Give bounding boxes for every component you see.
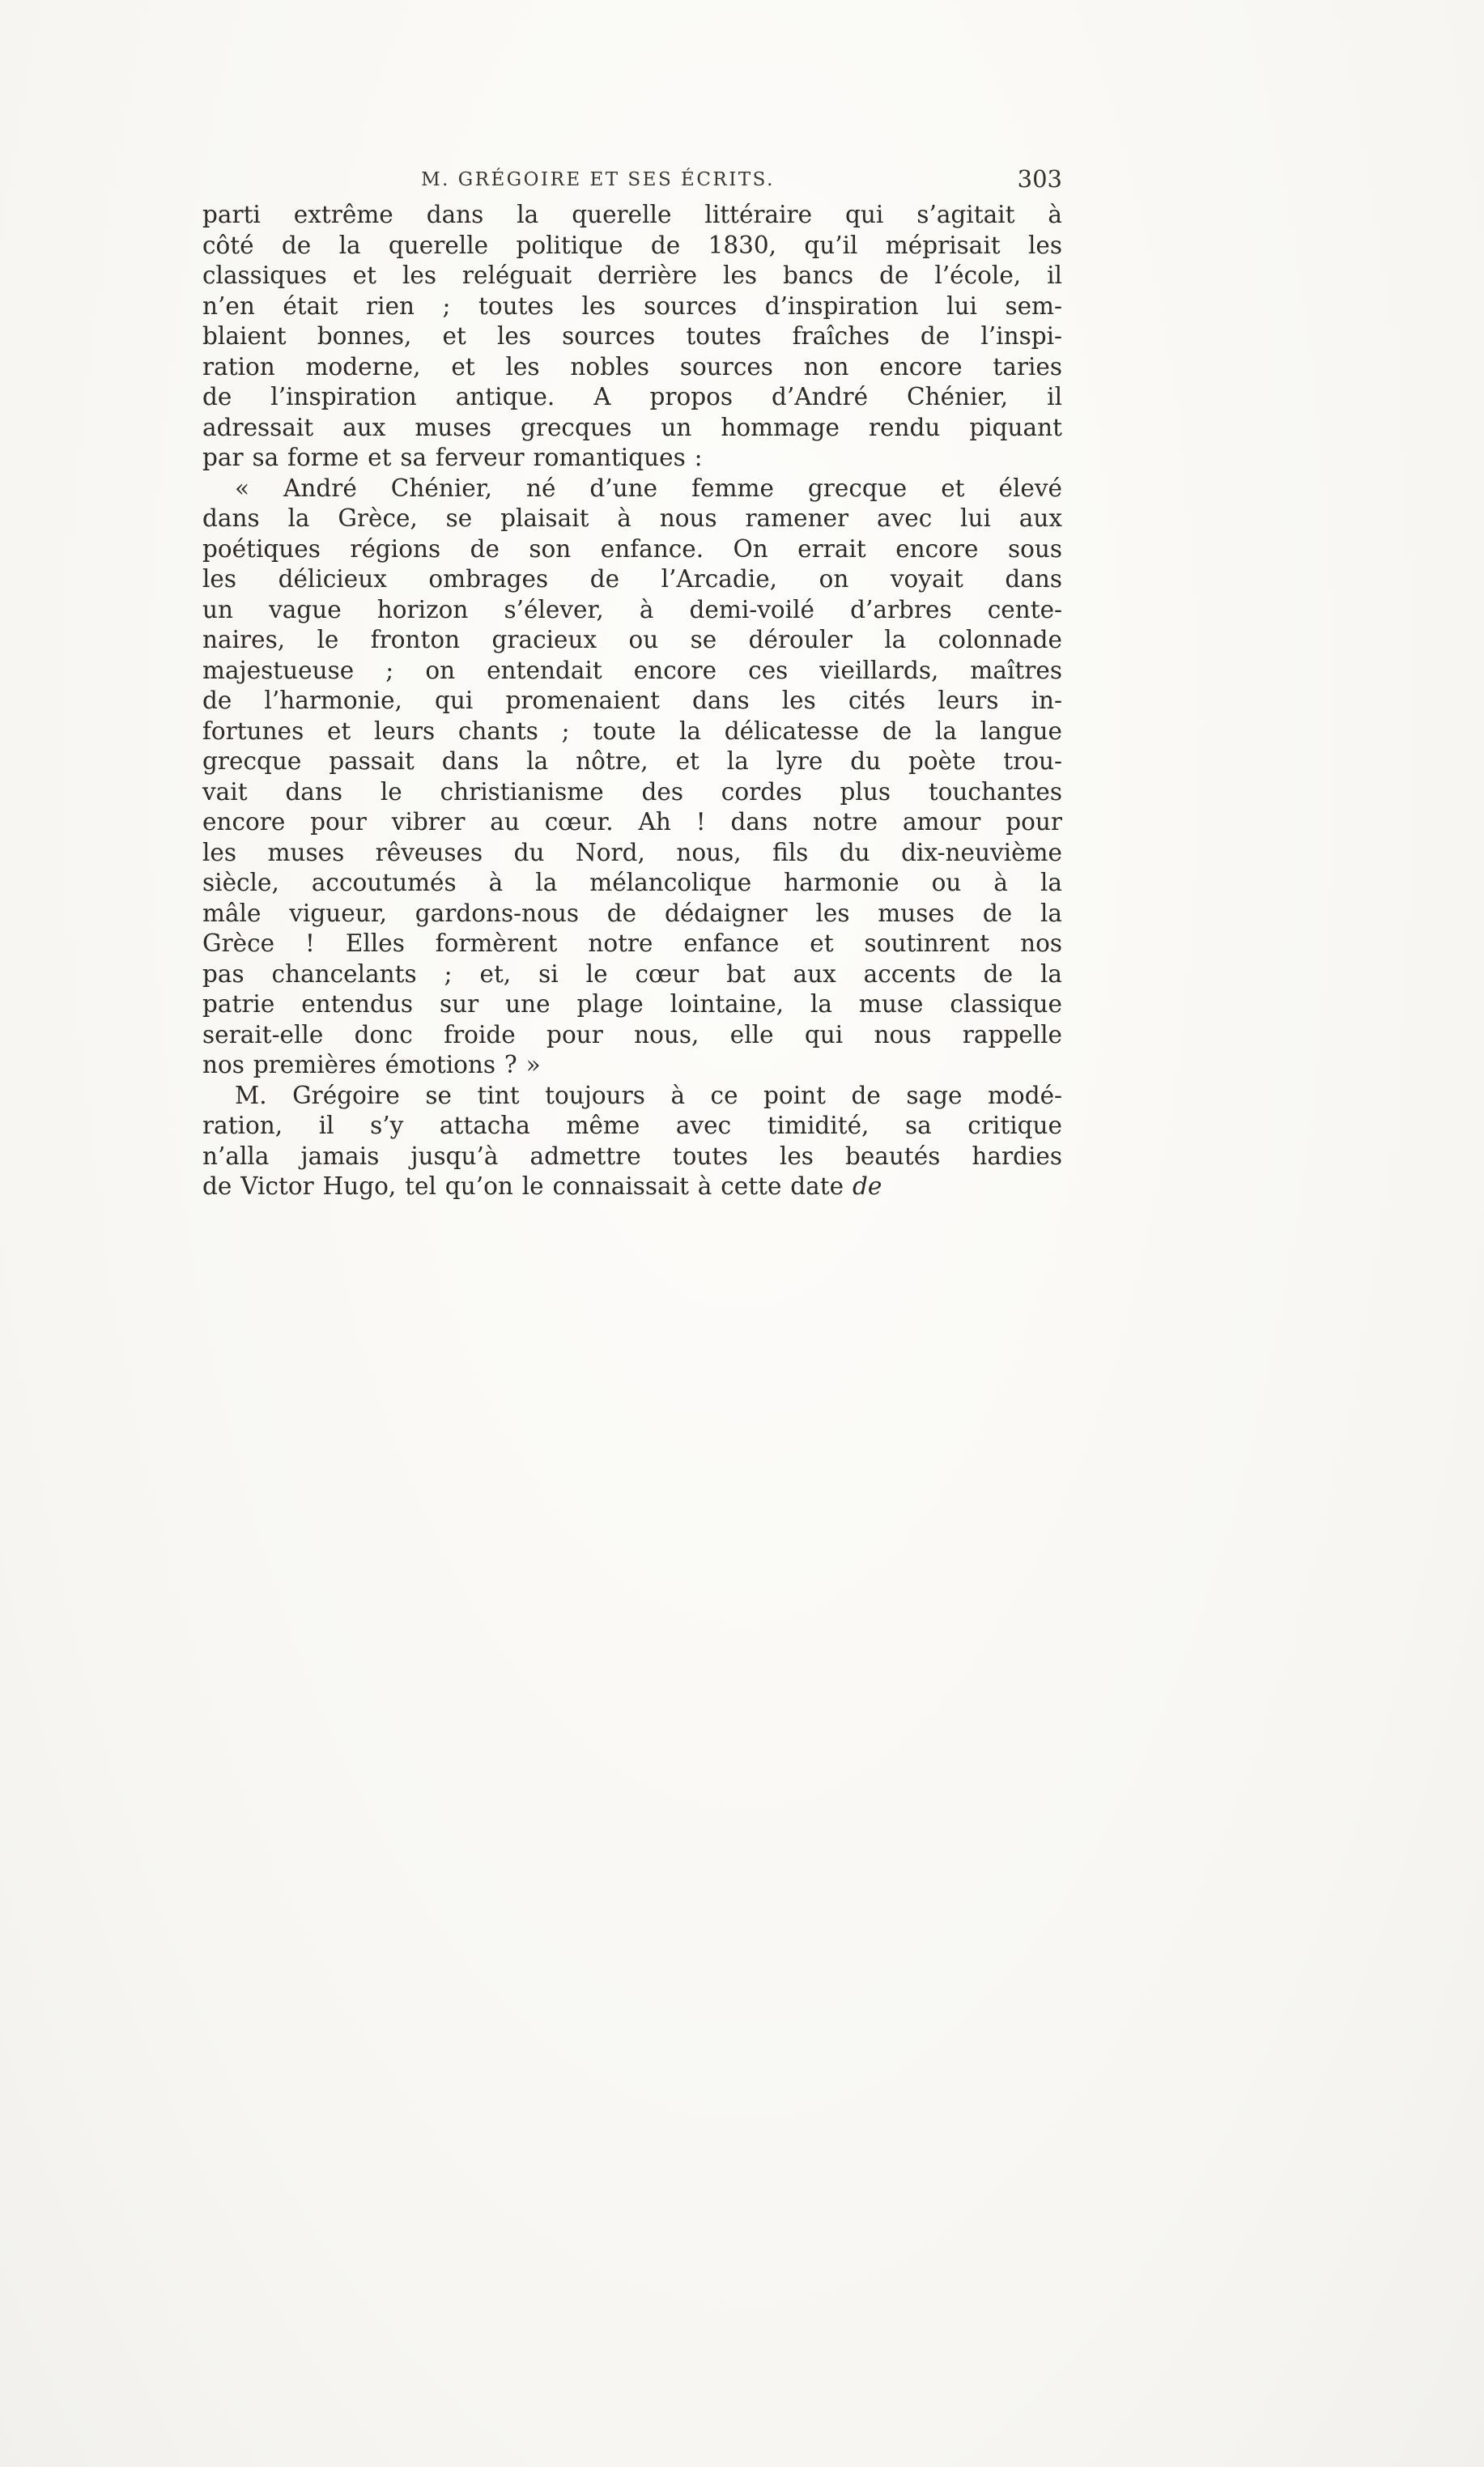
text-line xyxy=(202,899,1062,929)
text-segment: de l’inspiration antique. A propos d’André Chénier, il xyxy=(202,383,1062,410)
page-number: 303 xyxy=(1017,165,1062,193)
text-segment: serait-elle donc froide pour nous, elle qui nous rappelle xyxy=(202,1020,1062,1048)
text-line xyxy=(202,321,1062,352)
text-segment: encore pour vibrer au cœur. Ah ! dans notre amour pour xyxy=(202,808,1062,836)
text-line xyxy=(202,382,1062,413)
text-line xyxy=(202,1050,1062,1081)
text-line xyxy=(202,413,1062,444)
text-segment: dans la Grèce, se plaisait à nous ramener avec lui aux xyxy=(202,504,1062,532)
text-segment: grecque passait dans la nôtre, et la lyre du poète trou- xyxy=(202,747,1062,775)
text-line xyxy=(202,200,1062,231)
text-line xyxy=(202,352,1062,383)
text-line xyxy=(202,595,1062,626)
text-line xyxy=(202,1142,1062,1172)
text-segment: un vague horizon s’élever, à demi-voilé d’arbres cente- xyxy=(202,595,1062,623)
text-line xyxy=(202,1081,1062,1112)
text-segment: classiques et les reléguait derrière les bancs de l’école, il xyxy=(202,262,1062,289)
text-line xyxy=(202,868,1062,899)
text-segment: de l’harmonie, qui promenaient dans les cités leurs in- xyxy=(202,687,1062,714)
running-title: M. GRÉGOIRE ET SES ÉCRITS. xyxy=(421,169,775,190)
text-segment: poétiques régions de son enfance. On errait encore sous xyxy=(202,534,1062,563)
text-line xyxy=(202,838,1062,869)
text-segment: patrie entendus sur une plage lointaine, la muse classique xyxy=(202,990,1062,1018)
text-line xyxy=(202,625,1062,656)
text-segment: les délicieux ombrages de l’Arcadie, on voyait dans xyxy=(202,565,1062,593)
text-line xyxy=(202,929,1062,959)
text-line xyxy=(202,686,1062,717)
text-line xyxy=(202,656,1062,687)
text-segment: mâle vigueur, gardons-nous de dédaigner les muses de la xyxy=(202,899,1062,927)
text-line xyxy=(202,564,1062,595)
text-line xyxy=(202,1172,1062,1202)
text-segment: les muses rêveuses du Nord, nous, fils du dix-neuvième xyxy=(202,838,1062,866)
text-line xyxy=(202,807,1062,838)
text-line xyxy=(202,291,1062,322)
page-header xyxy=(202,165,1062,198)
paragraph xyxy=(202,200,1062,474)
text-line xyxy=(202,474,1062,504)
text-line xyxy=(202,443,1062,474)
text-line xyxy=(202,989,1062,1020)
text-segment: blaient bonnes, et les sources toutes fraîches de l’inspi- xyxy=(202,322,1062,350)
text-segment: adressait aux muses grecques un hommage rendu piquant xyxy=(202,413,1062,441)
paragraph xyxy=(202,474,1062,1081)
text-segment: nos premières émotions ? » xyxy=(202,1051,541,1078)
text-segment: vait dans le christianisme des cordes plus touchantes xyxy=(202,777,1062,806)
text-segment: n’en était rien ; toutes les sources d’inspiration lui sem- xyxy=(202,291,1062,320)
text-block xyxy=(202,200,1062,1202)
paragraph xyxy=(202,1081,1062,1202)
text-line xyxy=(202,231,1062,262)
italic-text: de xyxy=(852,1172,882,1200)
text-segment: parti extrême dans la querelle littéraire qui s’agitait à xyxy=(202,201,1062,228)
text-segment: ration, il s’y attacha même avec timidité, sa critique xyxy=(202,1112,1062,1139)
text-line xyxy=(202,746,1062,777)
text-segment: pas chancelants ; et, si le cœur bat aux accents de la xyxy=(202,959,1062,988)
text-segment: M. Grégoire se tint toujours à ce point de sage modé- xyxy=(235,1081,1062,1109)
text-segment: siècle, accoutumés à la mélancolique harmonie ou à la xyxy=(202,869,1062,896)
text-segment: ration moderne, et les nobles sources non encore taries xyxy=(202,352,1062,381)
text-line xyxy=(202,959,1062,990)
text-line xyxy=(202,1111,1062,1142)
text-segment: de Victor Hugo, tel qu’on le connaissait à cette date xyxy=(202,1172,853,1200)
text-line xyxy=(202,261,1062,291)
text-segment: par sa forme et sa ferveur romantiques : xyxy=(202,444,703,471)
text-segment: majestueuse ; on entendait encore ces vieillards, maîtres xyxy=(202,656,1062,684)
text-line xyxy=(202,777,1062,808)
text-segment: naires, le fronton gracieux ou se dérouler la colonnade xyxy=(202,626,1062,653)
text-line xyxy=(202,717,1062,747)
text-line xyxy=(202,534,1062,565)
text-segment: n’alla jamais jusqu’à admettre toutes les beautés hardies xyxy=(202,1142,1062,1170)
text-line xyxy=(202,504,1062,534)
text-segment: côté de la querelle politique de 1830, qu’il méprisait les xyxy=(202,231,1062,259)
text-segment: fortunes et leurs chants ; toute la délicatesse de la langue xyxy=(202,717,1062,745)
text-segment: « André Chénier, né d’une femme grecque et élevé xyxy=(235,474,1062,502)
text-line xyxy=(202,1020,1062,1051)
text-segment: Grèce ! Elles formèrent notre enfance et soutinrent nos xyxy=(202,929,1062,957)
